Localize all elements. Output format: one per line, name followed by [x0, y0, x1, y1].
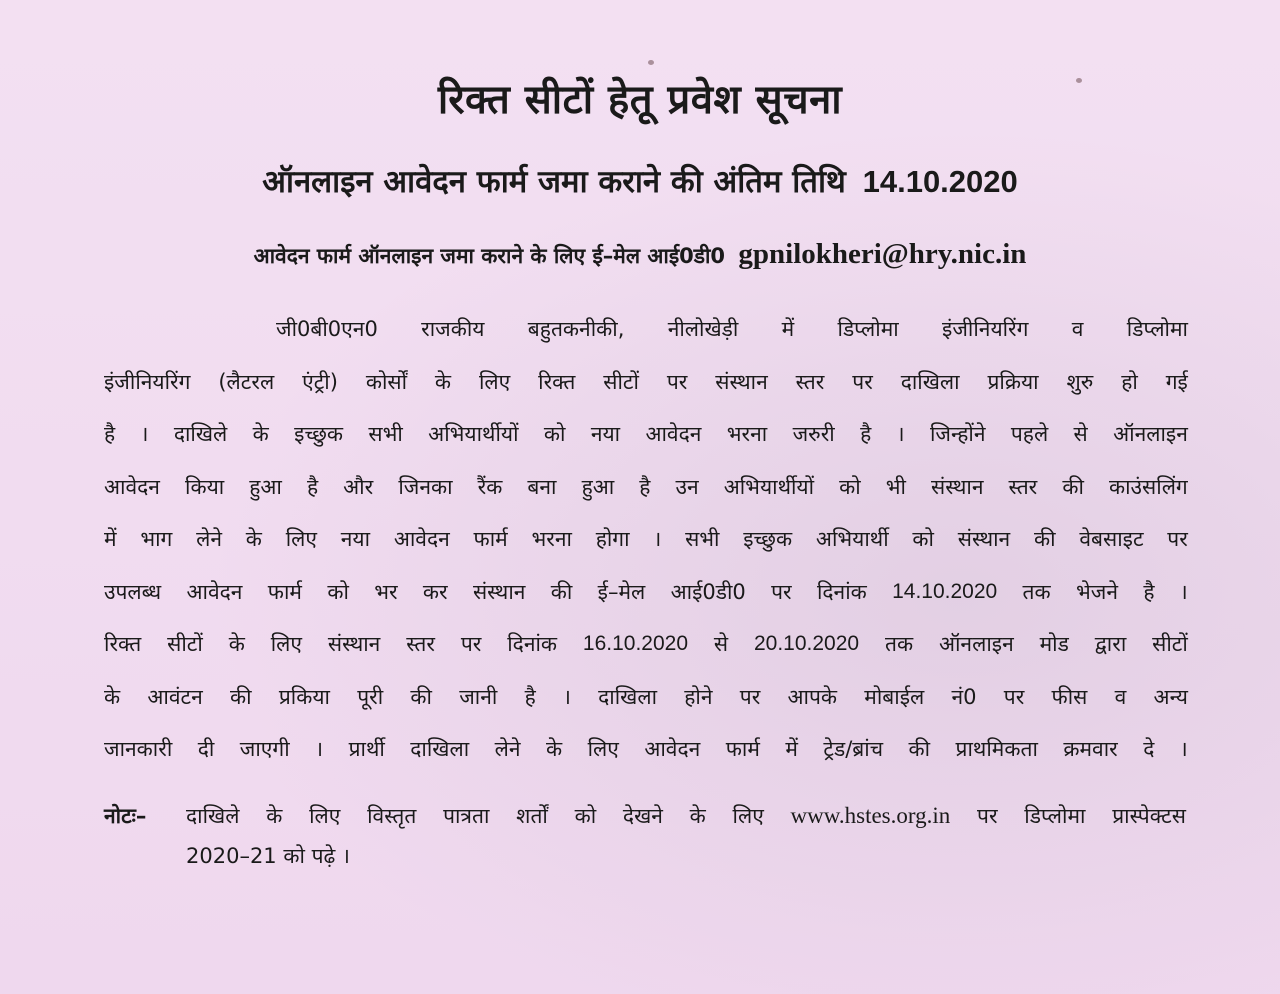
word: है [639, 474, 651, 499]
notice-subtitle [0, 160, 1280, 202]
word: को [543, 422, 566, 446]
body-line [104, 566, 1188, 619]
word: अन्य [1153, 684, 1188, 709]
word: पात्रता [443, 804, 490, 828]
word: । [140, 422, 149, 446]
word: बना [527, 474, 557, 499]
word: भरना [726, 422, 768, 446]
word: दाखिले [186, 804, 240, 828]
word: (लैटरल [218, 369, 275, 394]
word: जिनका [398, 474, 453, 499]
word: से [713, 632, 729, 656]
word: की [410, 684, 432, 709]
word: फार्म [725, 737, 760, 761]
word: जी0बी0एन0 [276, 317, 378, 341]
word: देखने [622, 804, 663, 828]
word: नीलोखेड़ी [667, 317, 739, 341]
word: जानी [459, 684, 498, 709]
word: प्राथमिकता [955, 737, 1038, 761]
word: पर [460, 632, 482, 656]
word: 14.10.2020 [892, 579, 998, 603]
word: लिए [478, 369, 511, 394]
body-line [104, 408, 1188, 461]
word: बहुतकनीकी, [527, 317, 625, 341]
word: स्तर [795, 369, 825, 394]
word: नं0 [951, 684, 977, 709]
word: फार्म [473, 527, 508, 551]
word: को [574, 804, 597, 828]
word: लिए [270, 632, 302, 656]
word: जानकारी [104, 737, 173, 761]
word: उन [675, 474, 699, 499]
word: दाखिला [900, 369, 960, 394]
body-line [104, 513, 1188, 566]
word: दाखिला [598, 684, 658, 709]
word: के [689, 804, 706, 828]
word: पर [1003, 684, 1025, 709]
word: फार्म [267, 579, 302, 604]
word: पर [771, 579, 792, 604]
word: गई [1165, 369, 1188, 394]
word: आवेदन [644, 737, 701, 761]
word: । [1179, 737, 1188, 761]
word: लेने [196, 527, 223, 551]
word: ऑनलाइन [1113, 422, 1188, 446]
word: के [545, 737, 563, 761]
word: की [1033, 527, 1056, 551]
word: आवेदन [186, 579, 243, 604]
word: में [785, 737, 798, 761]
body-line [104, 723, 1188, 776]
word: के [228, 632, 245, 656]
word: किया [185, 474, 225, 499]
word: के [104, 684, 121, 709]
notice-title: रिक्त सीटों हेतू प्रवेश सूचना [437, 77, 843, 123]
word: दिनांक [507, 632, 558, 656]
word: आवेदन [104, 474, 160, 499]
word: के [266, 804, 283, 828]
body-line [104, 356, 1188, 409]
word: होने [684, 684, 713, 709]
word: नया [340, 527, 371, 551]
word: पर [977, 804, 998, 828]
word: को [839, 474, 861, 499]
word: इच्छुक [743, 527, 793, 551]
note-line [186, 796, 1186, 836]
word: द्वारा [1094, 632, 1127, 656]
word: पर [852, 369, 873, 394]
ink-speck [648, 60, 654, 65]
word: । [315, 737, 324, 761]
word: रैंक [477, 474, 503, 499]
word: लिए [732, 804, 764, 828]
word: सभी [685, 527, 720, 551]
word: संस्थान [327, 632, 381, 656]
subtitle-text: ऑनलाइन आवेदन फार्म जमा कराने की अंतिम तिथि [262, 164, 846, 200]
note-text [186, 796, 1186, 876]
word: संस्थान [931, 474, 984, 499]
word: को [912, 527, 934, 551]
word: के [252, 422, 269, 446]
word: पर [1167, 527, 1188, 551]
word: भाग [140, 527, 173, 551]
word: दाखिले [173, 422, 228, 446]
word: दाखिला [410, 737, 470, 761]
word: उपलब्ध [104, 579, 162, 604]
notice-body [104, 303, 1188, 776]
word: जरुरी [792, 422, 835, 446]
word: भर [374, 579, 398, 604]
word: भी [885, 474, 906, 499]
word: 20.10.2020 [753, 632, 860, 655]
word: इंजीनियरिंग [104, 369, 191, 394]
word: के [245, 527, 262, 551]
word: इंजीनियरिंग [942, 317, 1029, 341]
word: सीटों [167, 632, 203, 656]
word: । [653, 527, 662, 551]
body-line [104, 303, 1188, 356]
word: से [1073, 422, 1088, 446]
word: आवेदन [393, 527, 450, 551]
word: की [1062, 474, 1084, 499]
word: है [104, 422, 116, 446]
word: भेजने [1075, 579, 1118, 604]
word: है [1143, 579, 1155, 604]
word: के [434, 369, 452, 394]
word: अभियार्थीयों [723, 474, 815, 499]
word: व [1071, 317, 1084, 341]
word: जिन्होंने [929, 422, 986, 446]
word: की [550, 579, 573, 604]
word: भरना [531, 527, 572, 551]
word: है [306, 474, 319, 499]
email-address: gpnilokheri@hry.nic.in [738, 238, 1027, 270]
word: को [327, 579, 349, 604]
word: डिप्लोमा [1024, 804, 1086, 828]
body-line [104, 618, 1188, 671]
word: पर [739, 684, 761, 709]
word: एंट्री) [302, 369, 338, 394]
word: आवंटन [147, 684, 203, 709]
word: 16.10.2020 [582, 632, 689, 655]
last-date: 14.10.2020 [862, 164, 1018, 199]
word: डिप्लोमा [1126, 317, 1188, 341]
word: मोबाईल [864, 684, 925, 709]
word: संस्थान [957, 527, 1011, 551]
word: तक [1022, 579, 1051, 604]
word: हो [1121, 369, 1138, 394]
word: हुआ [581, 474, 615, 499]
word: तक [884, 632, 914, 656]
word: ऑनलाइन [938, 632, 1014, 656]
word: शर्तों [516, 804, 548, 828]
word: प्रक्रिया [987, 369, 1039, 394]
word: है [860, 422, 872, 446]
email-label: आवेदन फार्म ऑनलाइन जमा कराने के लिए ई–मेल आई0डी0 [253, 244, 726, 268]
word: प्रास्पेक्टस [1112, 804, 1186, 828]
word: आई0डी0 [670, 579, 746, 604]
word: जाएगी [239, 737, 290, 761]
word: लिए [285, 527, 317, 551]
word: प्रार्थी [348, 737, 385, 761]
word: की [908, 737, 931, 761]
word: लिए [587, 737, 619, 761]
word: है [524, 684, 536, 709]
word: लिए [309, 804, 341, 828]
word: में [104, 527, 117, 551]
word: हुआ [249, 474, 282, 499]
word: ट्रेड/ब्रांच [823, 737, 884, 761]
note-label: नोटः– [104, 804, 147, 828]
word: मोड [1039, 632, 1069, 656]
word: सीटों [1152, 632, 1188, 656]
word: राजकीय [421, 317, 485, 341]
word: अभियार्थीयों [428, 422, 519, 446]
word: अभियार्थी [815, 527, 889, 551]
word: फीस [1051, 684, 1088, 709]
word: स्तर [406, 632, 435, 656]
word: पहले [1010, 422, 1049, 446]
word: और [343, 474, 374, 499]
word: शुरु [1066, 369, 1094, 394]
word: लेने [494, 737, 521, 761]
word: क्रमवार [1063, 737, 1118, 761]
word: । [896, 422, 905, 446]
word: रिक्त [104, 632, 142, 656]
word: पूरी [357, 684, 384, 709]
body-line [104, 671, 1188, 724]
word: दी [197, 737, 215, 761]
word: दे [1143, 737, 1155, 761]
word: संस्थान [472, 579, 526, 604]
word[interactable]: www.hstes.org.in [790, 803, 951, 828]
word: । [1179, 579, 1188, 604]
word: सभी [368, 422, 403, 446]
email-instruction [0, 238, 1280, 271]
word: ई–मेल [597, 579, 646, 604]
word: वेबसाइट [1079, 527, 1144, 551]
word: काउंसलिंग [1108, 474, 1188, 499]
note-line: 2020–21 को पढ़े । [186, 844, 350, 868]
word: इच्छुक [294, 422, 344, 446]
word: सीटों [603, 369, 639, 394]
word: विस्तृत [367, 804, 417, 828]
word: पर [666, 369, 688, 394]
word: व [1114, 684, 1127, 709]
word: कोर्सों [365, 369, 408, 394]
word: स्तर [1008, 474, 1038, 499]
word: । [562, 684, 571, 709]
word: नया [590, 422, 621, 446]
body-line [104, 461, 1188, 514]
word: संस्थान [715, 369, 768, 394]
word: आपके [787, 684, 838, 709]
word: डिप्लोमा [837, 317, 899, 341]
word: की [230, 684, 252, 709]
word: कर [422, 579, 448, 604]
word: प्रकिया [278, 684, 330, 709]
word: में [781, 317, 795, 341]
word: होगा [595, 527, 630, 551]
word: आवेदन [645, 422, 702, 446]
word: दिनांक [816, 579, 867, 604]
word: रिक्त [538, 369, 576, 394]
